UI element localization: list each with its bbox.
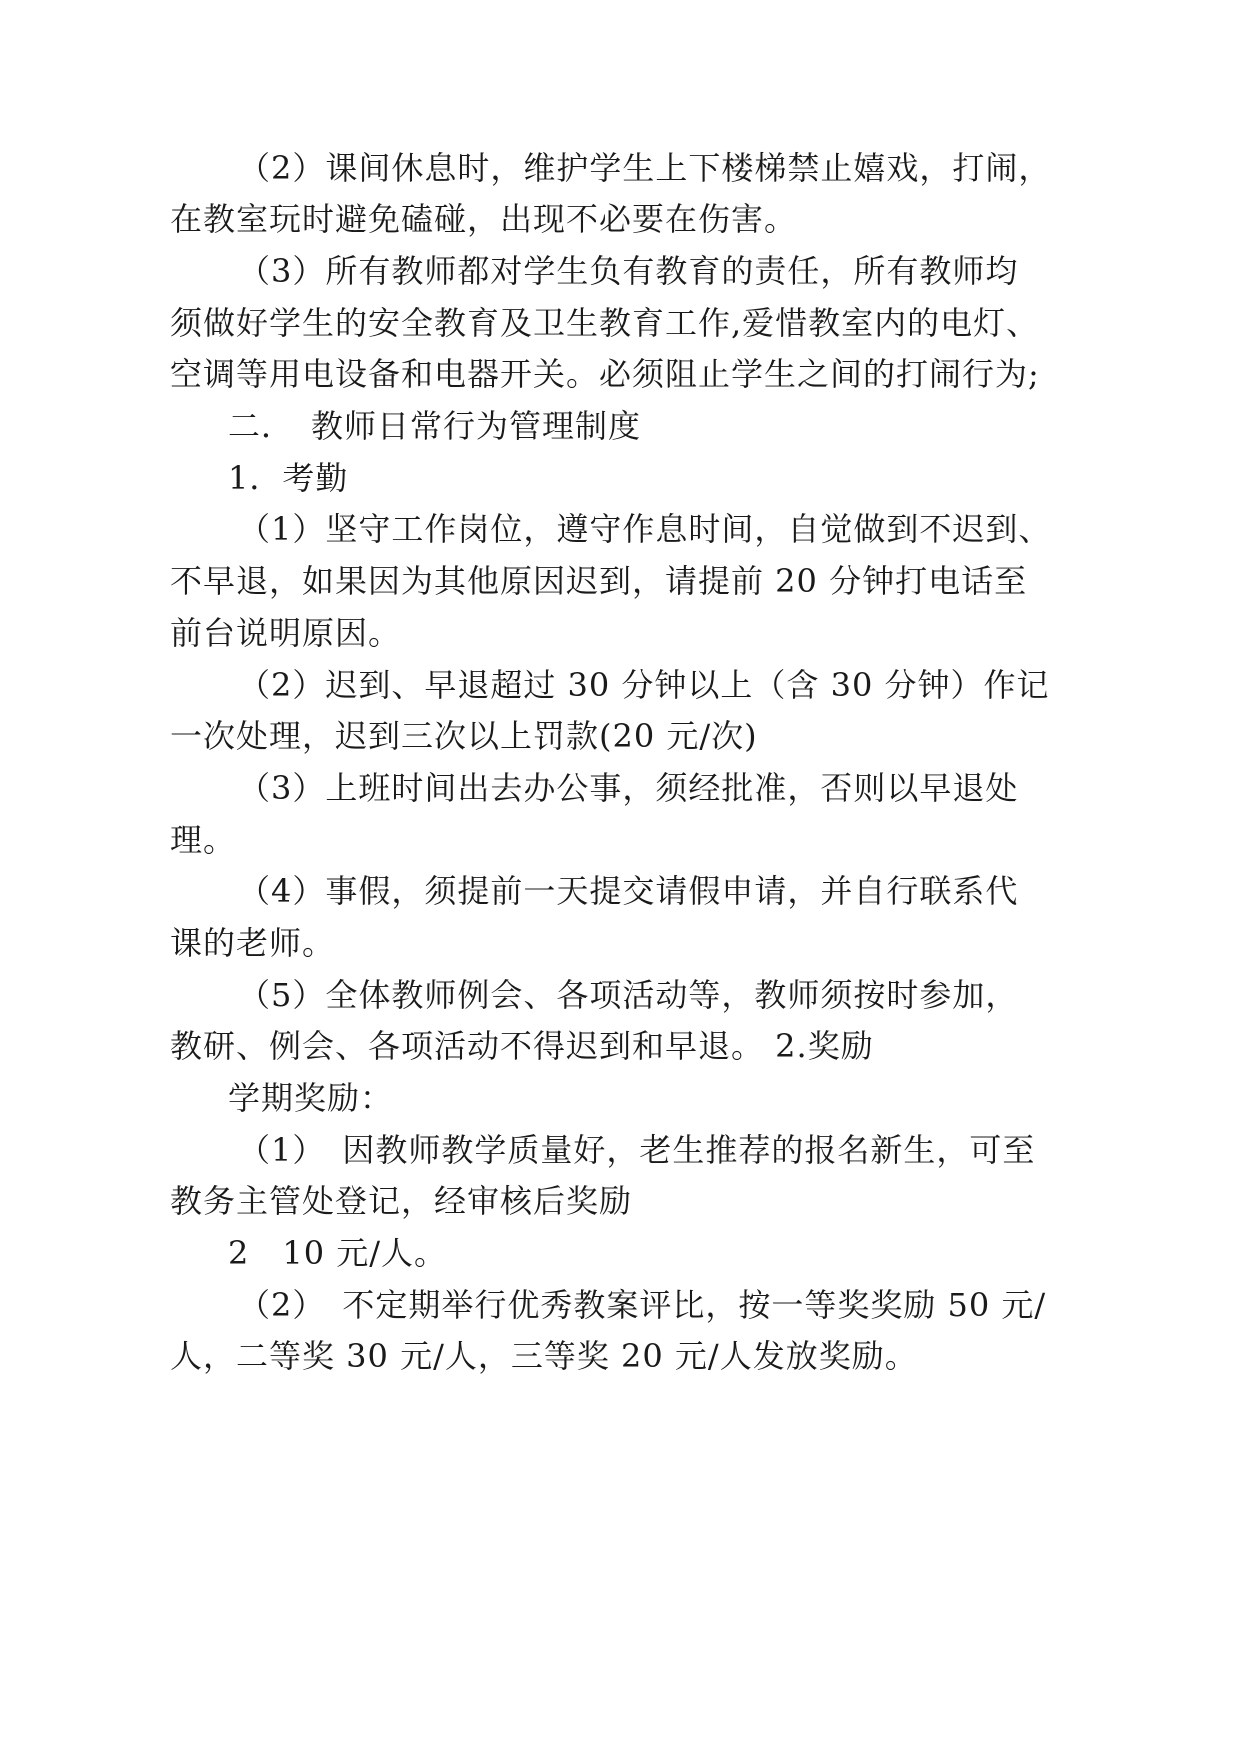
paragraph-line: 前台说明原因。 (170, 614, 402, 652)
paragraph-line: （3）所有教师都对学生负有教育的责任，所有教师均 (238, 252, 1019, 290)
paragraph-line: 须做好学生的安全教育及卫生教育工作,爱惜教室内的电灯、 (170, 304, 1040, 342)
paragraph-line: 教务主管处登记，经审核后奖励 (170, 1182, 633, 1220)
paragraph-line: 理。 (170, 821, 237, 859)
paragraph-line: 空调等用电设备和电器开关。必须阻止学生之间的打闹行为; (170, 355, 1040, 393)
paragraph-line: 2 10 元/人。 (228, 1234, 448, 1272)
section-heading: 二． 教师日常行为管理制度 (228, 407, 642, 445)
subsection-heading: 学期奖励： (228, 1079, 394, 1117)
paragraph-line: 人，二等奖 30 元/人，三等奖 20 元/人发放奖励。 (170, 1337, 918, 1375)
paragraph-line: 不早退，如果因为其他原因迟到，请提前 20 分钟打电话至 (170, 562, 1028, 600)
paragraph-line: （2）课间休息时，维护学生上下楼梯禁止嬉戏，打闹， (238, 149, 1052, 187)
paragraph-line: （3）上班时间出去办公事，须经批准，否则以早退处 (238, 769, 1019, 807)
paragraph-line: （2）迟到、早退超过 30 分钟以上（含 30 分钟）作记 (238, 666, 1050, 704)
paragraph-line: （5）全体教师例会、各项活动等，教师须按时参加， (238, 976, 1019, 1014)
paragraph-line: 课的老师。 (170, 924, 336, 962)
paragraph-line: 一次处理，迟到三次以上罚款(20 元/次) (170, 717, 758, 755)
subsection-heading: 1．考勤 (228, 459, 349, 497)
paragraph-line: （1）坚守工作岗位，遵守作息时间，自觉做到不迟到、 (238, 510, 1052, 548)
paragraph-line: （1） 因教师教学质量好，老生推荐的报名新生，可至 (238, 1131, 1036, 1169)
paragraph-line: （4）事假，须提前一天提交请假申请，并自行联系代 (238, 872, 1019, 910)
paragraph-line: 在教室玩时避免磕碰，出现不必要在伤害。 (170, 200, 798, 238)
paragraph-line: （2） 不定期举行优秀教案评比，按一等奖奖励 50 元/ (238, 1286, 1047, 1324)
paragraph-line: 教研、例会、各项活动不得迟到和早退。 2.奖励 (170, 1027, 874, 1065)
